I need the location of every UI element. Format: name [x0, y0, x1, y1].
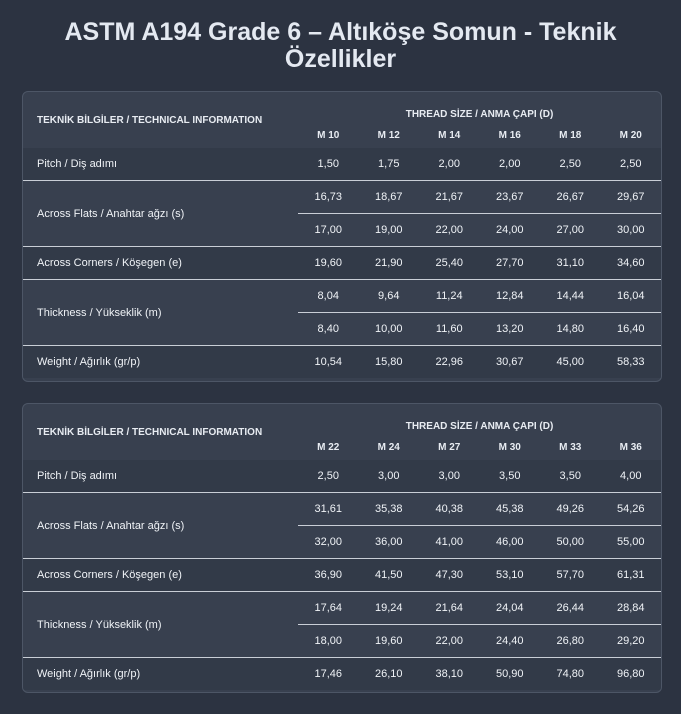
table-cell: 3,50	[540, 460, 601, 493]
row-label: Thickness / Yükseklik (m)	[23, 592, 298, 658]
table-cell: 16,04	[601, 280, 662, 313]
table-cell: 55,00	[601, 526, 662, 559]
size-column-header: M 33	[559, 441, 582, 453]
table-cell: 2,50	[540, 148, 601, 181]
table-cell: 49,26	[540, 493, 601, 526]
table-row	[23, 493, 661, 526]
table-cell: 17,64	[298, 592, 359, 625]
table-cell: 21,67	[419, 181, 480, 214]
technical-info-header: TEKNİK BİLGİLER / TECHNICAL INFORMATION	[37, 426, 263, 438]
table-cell: 50,90	[480, 658, 541, 691]
size-column-header: M 12	[377, 129, 400, 141]
table-cell: 74,80	[540, 658, 601, 691]
table-row	[23, 148, 661, 181]
table-cell: 54,26	[601, 493, 662, 526]
table-cell: 41,00	[419, 526, 480, 559]
size-column-header: M 30	[498, 441, 521, 453]
thread-size-header: THREAD SİZE / ANMA ÇAPI (D)	[405, 421, 554, 432]
row-label: Pitch / Diş adımı	[23, 148, 298, 181]
table-cell: 53,10	[480, 559, 541, 592]
table-row	[23, 346, 661, 379]
table-cell: 18,67	[359, 181, 420, 214]
table-cell: 26,10	[359, 658, 420, 691]
row-label: Pitch / Diş adımı	[23, 460, 298, 493]
size-column-header: M 10	[317, 129, 340, 141]
technical-info-header: TEKNİK BİLGİLER / TECHNICAL INFORMATION	[37, 114, 263, 126]
table-cell: 27,00	[540, 214, 601, 247]
table-cell: 10,54	[298, 346, 359, 379]
table-cell: 3,00	[419, 460, 480, 493]
table-cell: 16,73	[298, 181, 359, 214]
table-cell: 11,60	[419, 313, 480, 346]
table-cell: 1,75	[359, 148, 420, 181]
table-header-row	[23, 404, 661, 434]
table-cell: 57,70	[540, 559, 601, 592]
table-cell: 26,67	[540, 181, 601, 214]
table-cell: 25,40	[419, 247, 480, 280]
size-column-header: M 18	[559, 129, 582, 141]
table-cell: 19,24	[359, 592, 420, 625]
table-cell: 3,50	[480, 460, 541, 493]
table-cell: 30,67	[480, 346, 541, 379]
table-cell: 12,84	[480, 280, 541, 313]
table-cell: 41,50	[359, 559, 420, 592]
table-cell: 24,04	[480, 592, 541, 625]
table-cell: 46,00	[480, 526, 541, 559]
table-row	[23, 247, 661, 280]
table-cell: 35,38	[359, 493, 420, 526]
table-cell: 58,33	[601, 346, 662, 379]
table-row	[23, 181, 661, 214]
size-column-header: M 24	[377, 441, 400, 453]
table-cell: 2,50	[601, 148, 662, 181]
size-column-header: M 14	[438, 129, 461, 141]
size-column-header: M 16	[498, 129, 521, 141]
size-column-header: M 20	[619, 129, 642, 141]
thread-size-header: THREAD SİZE / ANMA ÇAPI (D)	[405, 109, 554, 120]
table-cell: 17,46	[298, 658, 359, 691]
size-column-header: M 22	[317, 441, 340, 453]
spec-table	[23, 404, 661, 690]
table-cell: 14,44	[540, 280, 601, 313]
spec-table	[23, 92, 661, 378]
table-cell: 31,61	[298, 493, 359, 526]
table-cell: 23,67	[480, 181, 541, 214]
table-cell: 22,96	[419, 346, 480, 379]
table-cell: 27,70	[480, 247, 541, 280]
table-cell: 28,84	[601, 592, 662, 625]
table-cell: 26,80	[540, 625, 601, 658]
table-cell: 24,40	[480, 625, 541, 658]
table-cell: 61,31	[601, 559, 662, 592]
table-cell: 24,00	[480, 214, 541, 247]
table-cell: 19,60	[359, 625, 420, 658]
row-label: Weight / Ağırlık (gr/p)	[23, 658, 298, 691]
table-cell: 50,00	[540, 526, 601, 559]
table-row	[23, 460, 661, 493]
table-cell: 1,50	[298, 148, 359, 181]
table-cell: 16,40	[601, 313, 662, 346]
table-cell: 19,60	[298, 247, 359, 280]
table-cell: 11,24	[419, 280, 480, 313]
table-cell: 21,64	[419, 592, 480, 625]
size-column-header: M 36	[619, 441, 642, 453]
table-cell: 47,30	[419, 559, 480, 592]
table-header-row	[23, 92, 661, 122]
table-row	[23, 658, 661, 691]
table-cell: 2,00	[480, 148, 541, 181]
table-cell: 40,38	[419, 493, 480, 526]
table-cell: 13,20	[480, 313, 541, 346]
table-row	[23, 559, 661, 592]
table-cell: 31,10	[540, 247, 601, 280]
table-cell: 9,64	[359, 280, 420, 313]
table-cell: 26,44	[540, 592, 601, 625]
table-cell: 38,10	[419, 658, 480, 691]
spec-table-card	[22, 91, 662, 382]
table-cell: 34,60	[601, 247, 662, 280]
table-cell: 2,50	[298, 460, 359, 493]
row-label: Across Flats / Anahtar ağzı (s)	[23, 493, 298, 559]
table-cell: 17,00	[298, 214, 359, 247]
table-cell: 18,00	[298, 625, 359, 658]
table-cell: 29,67	[601, 181, 662, 214]
spec-table-card	[22, 403, 662, 693]
table-cell: 14,80	[540, 313, 601, 346]
table-cell: 32,00	[298, 526, 359, 559]
table-cell: 22,00	[419, 214, 480, 247]
table-cell: 3,00	[359, 460, 420, 493]
row-label: Across Corners / Köşegen (e)	[23, 559, 298, 592]
row-label: Weight / Ağırlık (gr/p)	[23, 346, 298, 379]
table-cell: 45,00	[540, 346, 601, 379]
table-cell: 45,38	[480, 493, 541, 526]
table-cell: 8,40	[298, 313, 359, 346]
row-label: Across Corners / Köşegen (e)	[23, 247, 298, 280]
row-label: Thickness / Yükseklik (m)	[23, 280, 298, 346]
table-cell: 21,90	[359, 247, 420, 280]
table-cell: 19,00	[359, 214, 420, 247]
table-cell: 8,04	[298, 280, 359, 313]
table-cell: 2,00	[419, 148, 480, 181]
table-cell: 29,20	[601, 625, 662, 658]
table-cell: 36,90	[298, 559, 359, 592]
table-cell: 36,00	[359, 526, 420, 559]
table-cell: 10,00	[359, 313, 420, 346]
table-row	[23, 280, 661, 313]
table-cell: 30,00	[601, 214, 662, 247]
size-column-header: M 27	[438, 441, 461, 453]
table-cell: 96,80	[601, 658, 662, 691]
table-cell: 22,00	[419, 625, 480, 658]
page-title: ASTM A194 Grade 6 – Altıköşe Somun - Teknik Özellikler	[64, 18, 617, 73]
row-label: Across Flats / Anahtar ağzı (s)	[23, 181, 298, 247]
table-cell: 15,80	[359, 346, 420, 379]
table-row	[23, 592, 661, 625]
table-cell: 4,00	[601, 460, 662, 493]
